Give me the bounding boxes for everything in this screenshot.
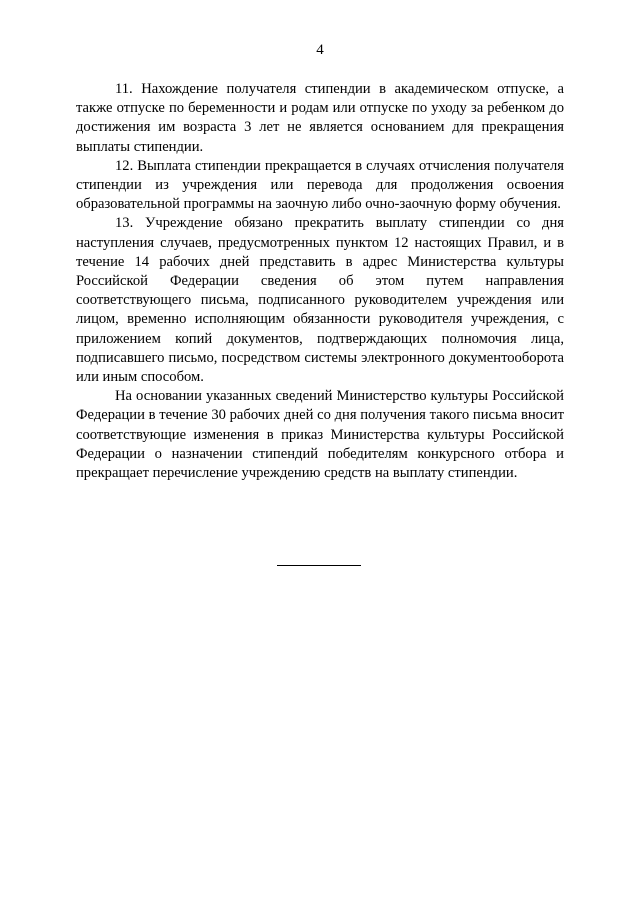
paragraph-13: 13. Учреждение обязано прекратить выплату стипендии со дня наступления случаев, предусмотренных пунктом 12 настоящих Правил, и в течение 14 рабочих дней представить в адрес Министерства культуры Российской Федерации сведения об этом путем направления соответствующего письма, подписанного руководителем учреждения или лицом, временно исполняющим обязанности руководителя учреждения, с приложением копий документов, подтверждающих полномочия лица, подписавшего письмо, посредством системы электронного документооборота или иным способом. — [76, 215, 564, 386]
page-number: 4 — [316, 42, 324, 58]
end-divider — [277, 565, 361, 566]
paragraph-11: 11. Нахождение получателя стипендии в академическом отпуске, а также отпуске по беременности и родам или отпуске по уходу за ребенком до достижения им возраста 3 лет не является основанием для прекращения выплаты стипендии. — [76, 81, 564, 155]
paragraph-ministry-action: На основании указанных сведений Министерство культуры Российской Федерации в течение 30 рабочих дней со дня получения такого письма вносит соответствующие изменения в приказ Министерства культуры Российской Федерации о назначении стипендий победителям конкурсного отбора и прекращает перечисление учреждению средств на выплату стипендии. — [76, 388, 564, 482]
paragraph-12: 12. Выплата стипендии прекращается в случаях отчисления получателя стипендии из учреждения или перевода для продолжения освоения образовательной программы на заочную либо очно-заочную форму обучения. — [76, 157, 564, 213]
document-body — [76, 80, 564, 483]
